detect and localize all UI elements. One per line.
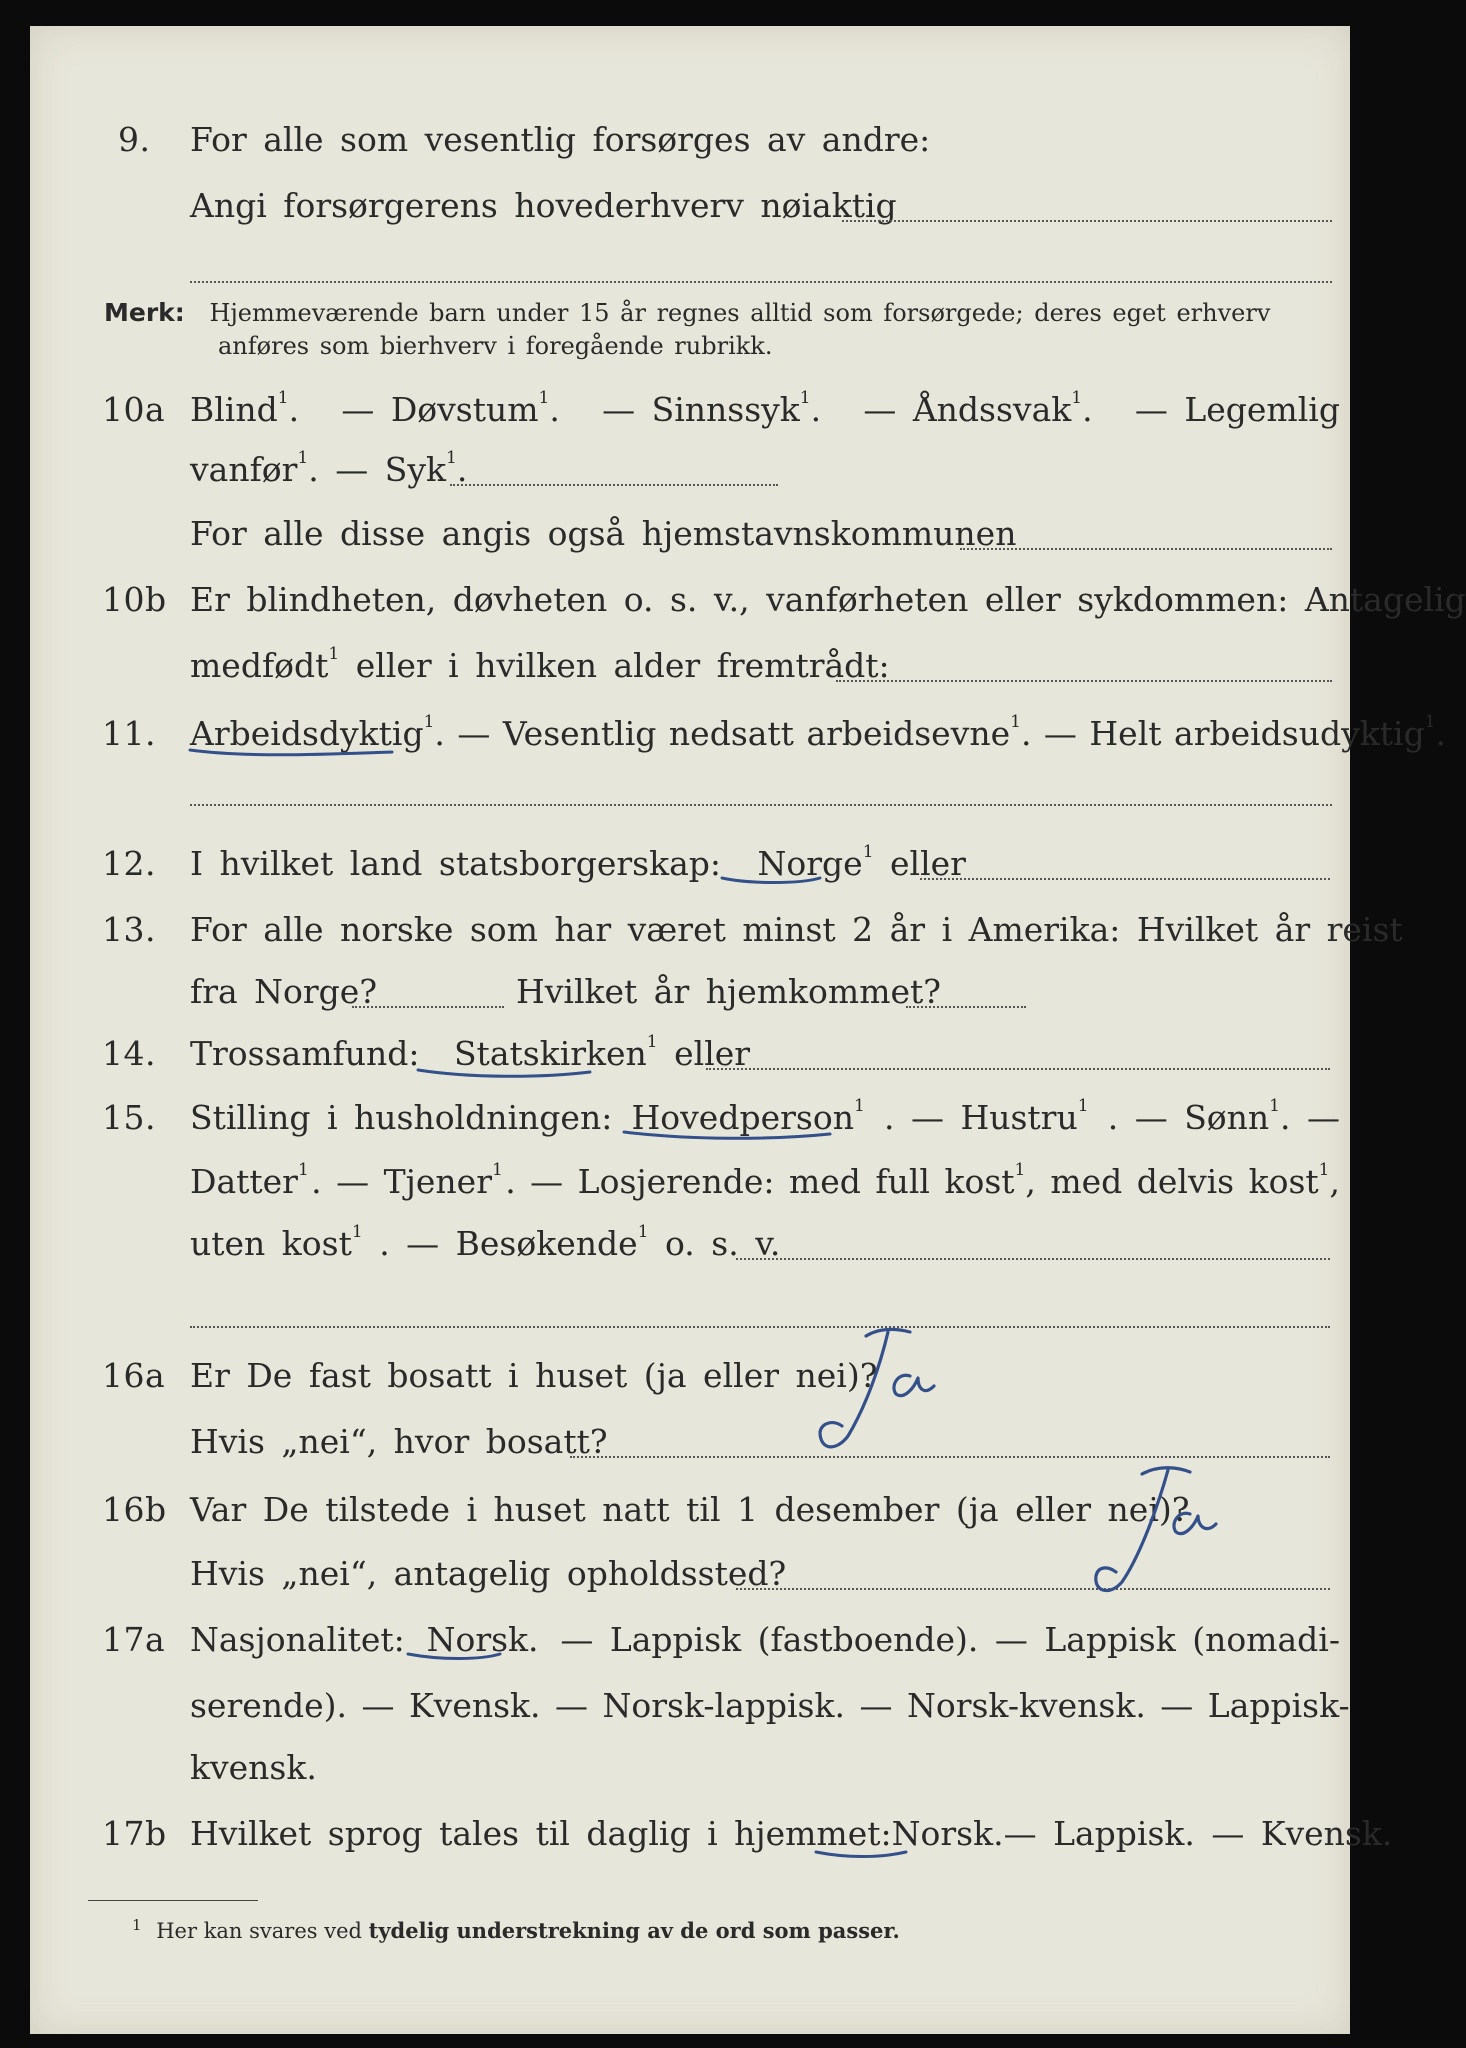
q10a-number: 10a bbox=[102, 390, 166, 429]
q12-answer-line[interactable] bbox=[920, 878, 1330, 880]
merk-label: Merk: bbox=[104, 298, 185, 327]
option-norsk-nasjonalitet: Norsk. bbox=[426, 1620, 539, 1659]
option-legemlig: — Legemlig bbox=[1134, 390, 1340, 429]
option-syk: — Syk$^1$. bbox=[335, 448, 468, 489]
q15-answer-line-2[interactable] bbox=[190, 1326, 1330, 1328]
footnote-rule bbox=[88, 1900, 258, 1901]
option-hovedperson: Hovedperson$^1$ bbox=[631, 1096, 865, 1137]
handwriting-overlay bbox=[30, 26, 1393, 2034]
q10a-line2 bbox=[190, 450, 467, 489]
q17a-line2: serende). — Kvensk. — Norsk-lappisk. — Norsk-kvensk. — Lappisk- bbox=[190, 1686, 1350, 1725]
q15-number: 15. bbox=[102, 1098, 156, 1137]
q14-number: 14. bbox=[102, 1034, 156, 1073]
option-arbeidsdyktig: Arbeidsdyktig$^1$ bbox=[190, 712, 435, 753]
q10b-line2: medfødt$^1$ eller i hvilken alder fremtrådt: bbox=[190, 644, 890, 685]
q10a-line3: For alle disse angis også hjemstavnskommunen bbox=[190, 514, 1017, 553]
q13-reist-line[interactable] bbox=[352, 1006, 504, 1008]
q13-line1: For alle norske som har været minst 2 år i Amerika: Hvilket år reist bbox=[190, 910, 1403, 949]
q15-line3: uten kost$^1$ . — Besøkende$^1$ o. s. v. bbox=[190, 1222, 781, 1263]
q16b-line2: Hvis „nei“, antagelig opholdssted? bbox=[190, 1554, 787, 1593]
q12-number: 12. bbox=[102, 844, 156, 883]
option-statskirken: Statskirken$^1$ bbox=[453, 1032, 658, 1073]
q13-hjemkommet-line[interactable] bbox=[906, 1006, 1026, 1008]
q16b-line1: Var De tilstede i huset natt til 1 desember (ja eller nei)? bbox=[190, 1490, 1190, 1529]
q9-line2: Angi forsørgerens hovederhverv nøiaktig bbox=[190, 186, 897, 225]
q10b-number: 10b bbox=[102, 580, 167, 619]
q15-line2: Datter$^1$ . — Tjener$^1$ . — Losjerende: med full kost$^1$, med delvis kost$^1$, bbox=[190, 1160, 1340, 1201]
q16a-number: 16a bbox=[102, 1356, 166, 1395]
q16b-answer-line[interactable] bbox=[736, 1588, 1330, 1590]
q10b-answer-line[interactable] bbox=[836, 680, 1332, 682]
merk-note bbox=[104, 298, 1270, 327]
q14-line: Trossamfund: Statskirken$^1$ eller bbox=[190, 1032, 751, 1073]
q17a-line3: kvensk. bbox=[190, 1748, 317, 1787]
option-norge: Norge$^1$ bbox=[757, 842, 874, 883]
option-blind: Blind$^1$. bbox=[190, 388, 300, 429]
q10a-answer-line[interactable] bbox=[450, 484, 778, 486]
q15-answer-line[interactable] bbox=[736, 1258, 1330, 1260]
option-andssvak: — Åndssvak$^1$. bbox=[863, 388, 1093, 429]
q16a-line1: Er De fast bosatt i huset (ja eller nei)? bbox=[190, 1356, 878, 1395]
q9-answer-line-2[interactable] bbox=[190, 281, 1332, 283]
q13-line2b: Hvilket år hjemkommet? bbox=[516, 972, 941, 1011]
q9-answer-line[interactable] bbox=[842, 220, 1332, 222]
q14-answer-line[interactable] bbox=[706, 1068, 1330, 1070]
q16a-answer-line[interactable] bbox=[570, 1456, 1330, 1458]
q10a-line1 bbox=[190, 390, 1340, 429]
q17a-number: 17a bbox=[102, 1620, 166, 1659]
merk-line1: Hjemmeværende barn under 15 år regnes alltid som forsørgede; deres eget erhverv bbox=[209, 299, 1271, 327]
option-norsk-sprog: Norsk. bbox=[891, 1814, 1004, 1853]
option-dovstum: — Døvstum$^1$. bbox=[341, 388, 560, 429]
merk-line2: anføres som bierhverv i foregående rubrikk. bbox=[218, 332, 773, 360]
q13-line2a: fra Norge? bbox=[190, 972, 378, 1011]
option-vanfor: vanfør$^1$. bbox=[190, 448, 319, 489]
q13-number: 13. bbox=[102, 910, 156, 949]
q11-answer-line[interactable] bbox=[190, 804, 1332, 806]
q16a-line2: Hvis „nei“, hvor bosatt? bbox=[190, 1422, 608, 1461]
q17a-line1: Nasjonalitet: Norsk. — Lappisk (fastboende). — Lappisk (nomadi- bbox=[190, 1620, 1340, 1659]
q11-line: Arbeidsdyktig$^1$. — Vesentlig nedsatt arbeidsevne$^1$. — Helt arbeidsudyktig$^1$. bbox=[190, 712, 1447, 753]
q10b-line1: Er blindheten, døvheten o. s. v., vanførheten eller sykdommen: Antagelig bbox=[190, 580, 1466, 619]
option-sinnssyk: — Sinnssyk$^1$. bbox=[602, 388, 822, 429]
answer-ja-16b bbox=[1096, 1468, 1216, 1591]
q11-number: 11. bbox=[102, 714, 156, 753]
q17b-line: Hvilket sprog tales til daglig i hjemmet: Norsk. — Lappisk. — Kvensk. bbox=[190, 1814, 1393, 1853]
q9-line1: For alle som vesentlig forsørges av andre: bbox=[190, 120, 931, 159]
q15-line1: Stilling i husholdningen: Hovedperson$^1$ . — Hustru$^1$ . — Sønn$^1$. — bbox=[190, 1096, 1340, 1137]
q9-number: 9. bbox=[118, 120, 151, 159]
q12-line: I hvilket land statsborgerskap: Norge$^1$ eller bbox=[190, 842, 966, 883]
census-form-page bbox=[30, 26, 1466, 2034]
q16b-number: 16b bbox=[102, 1490, 167, 1529]
q10a-hjemstavn-line[interactable] bbox=[960, 548, 1332, 550]
footnote: $^1$ Her kan svares ved tydelig understrekning av de ord som passer. bbox=[132, 1916, 900, 1943]
q17b-number: 17b bbox=[102, 1814, 167, 1853]
